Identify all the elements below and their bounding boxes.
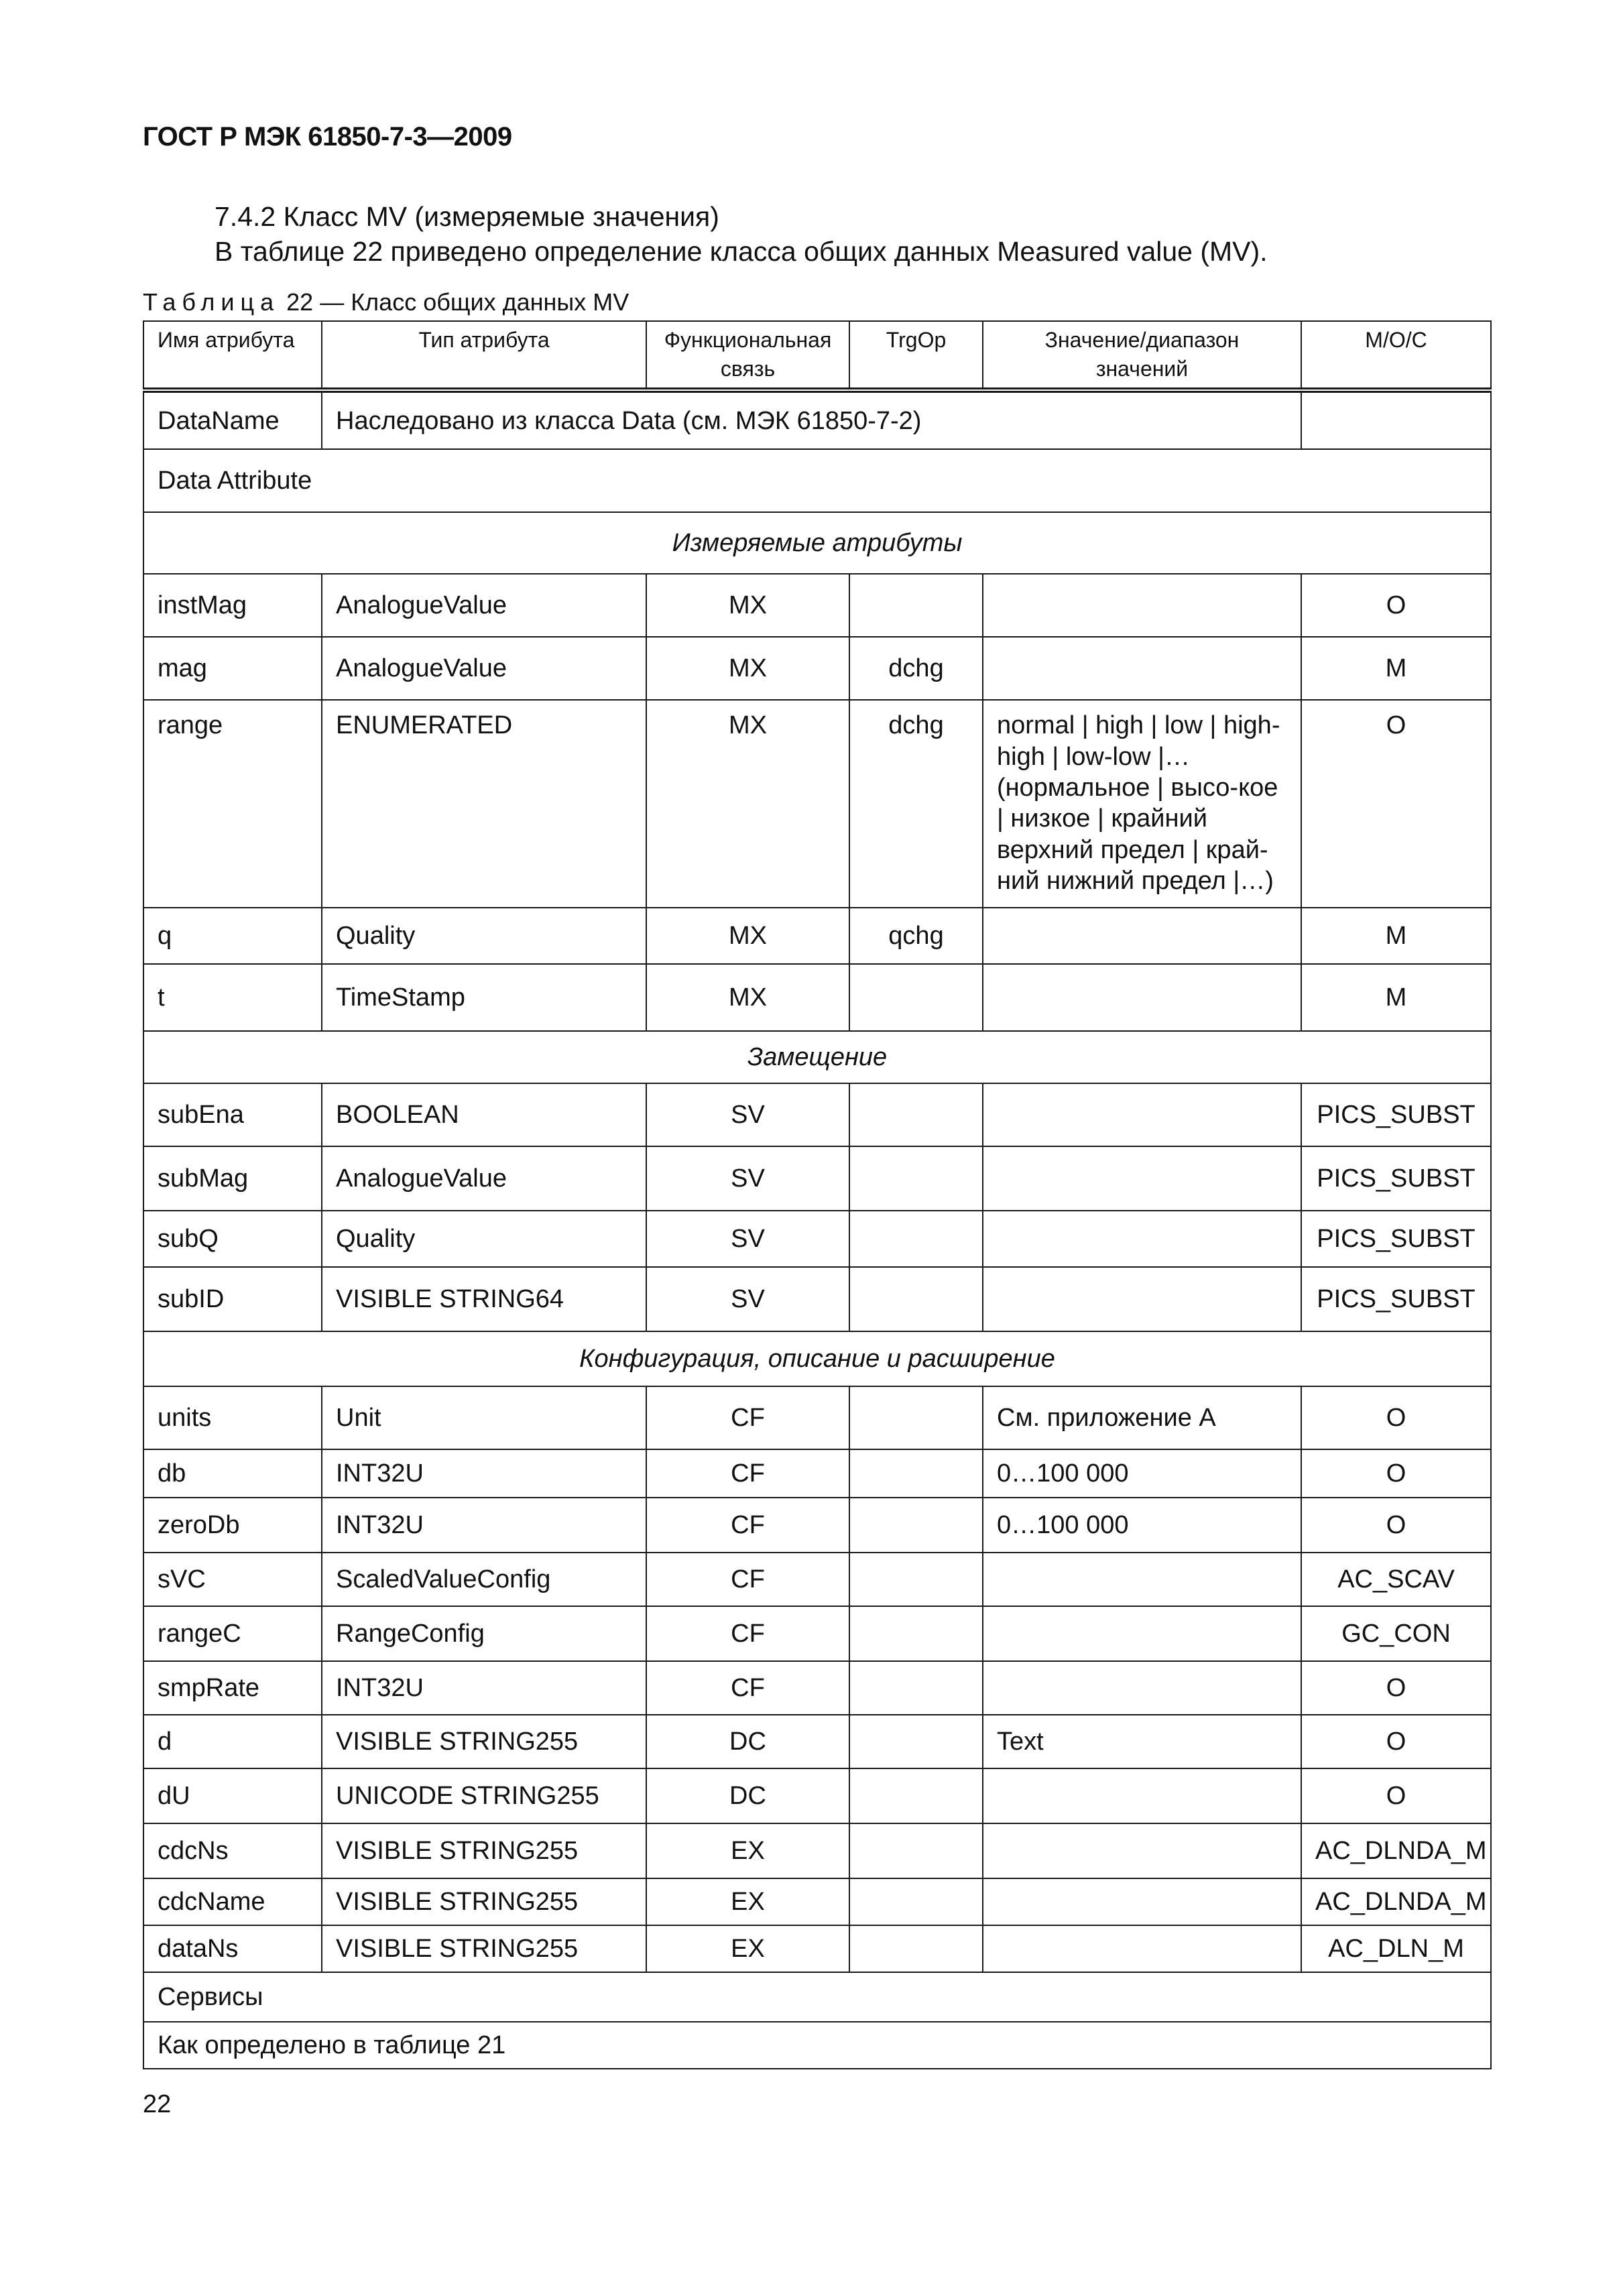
table-row — [143, 1498, 1491, 1553]
column-header: Функциональная связь — [646, 321, 849, 390]
moc-cell: O — [1301, 1661, 1491, 1715]
value-range: normal | high | low | high-high | low-low |… (нормальное | высо-кое | низкое | крайний верхний предел | край-ний нижний предел |…) — [983, 700, 1301, 908]
table-row — [143, 1878, 1491, 1925]
trigger-option — [849, 1878, 983, 1925]
attribute-name: dU — [143, 1768, 322, 1823]
attribute-type: INT32U — [322, 1498, 646, 1553]
attribute-type: VISIBLE STRING255 — [322, 1878, 646, 1925]
trigger-option — [849, 1768, 983, 1823]
attribute-type: Unit — [322, 1386, 646, 1449]
functional-constraint: CF — [646, 1386, 849, 1449]
section-heading: Измеряемые атрибуты — [143, 512, 1491, 574]
table-row — [143, 1661, 1491, 1715]
trigger-option: qchg — [849, 908, 983, 964]
column-header: М/О/С — [1301, 321, 1491, 390]
functional-constraint: EX — [646, 1925, 849, 1972]
value-range — [983, 908, 1301, 964]
services-label: Сервисы — [143, 1972, 1491, 2022]
value-range — [983, 964, 1301, 1031]
attribute-type: Наследовано из класса Data (см. МЭК 61850-7-2) — [322, 390, 1301, 449]
table-row — [143, 637, 1491, 700]
attribute-type: VISIBLE STRING255 — [322, 1925, 646, 1972]
functional-constraint: SV — [646, 1211, 849, 1267]
table-row — [143, 1606, 1491, 1661]
functional-constraint: MX — [646, 964, 849, 1031]
attribute-name: subEna — [143, 1083, 322, 1146]
functional-constraint: CF — [646, 1449, 849, 1498]
functional-constraint: SV — [646, 1267, 849, 1331]
value-range — [983, 637, 1301, 700]
attribute-type: Quality — [322, 1211, 646, 1267]
moc-cell: O — [1301, 1715, 1491, 1768]
dataname-row — [143, 390, 1491, 449]
column-header: Имя атрибута — [143, 321, 322, 390]
trigger-option — [849, 1449, 983, 1498]
table-row — [143, 1146, 1491, 1211]
value-range — [983, 1823, 1301, 1878]
functional-constraint: MX — [646, 637, 849, 700]
moc-cell: O — [1301, 1498, 1491, 1553]
trigger-option — [849, 1823, 983, 1878]
section-heading: Конфигурация, описание и расширение — [143, 1331, 1491, 1386]
table-caption-rest: 22 — Класс общих данных MV — [280, 288, 629, 316]
trigger-option: dchg — [849, 637, 983, 700]
table-caption-prefix: Таблица — [143, 288, 280, 316]
attribute-name: q — [143, 908, 322, 964]
moc-cell: PICS_SUBST — [1301, 1211, 1491, 1267]
attribute-name: cdcNs — [143, 1823, 322, 1878]
document-header: ГОСТ Р МЭК 61850-7-3—2009 — [143, 122, 512, 152]
moc-cell: AC_DLNDA_M — [1301, 1878, 1491, 1925]
table-row — [143, 1083, 1491, 1146]
mv-attribute-table — [143, 320, 1492, 2069]
trigger-option — [849, 1267, 983, 1331]
value-range: 0…100 000 — [983, 1498, 1301, 1553]
attribute-type: AnalogueValue — [322, 574, 646, 637]
table-row — [143, 1267, 1491, 1331]
functional-constraint: MX — [646, 574, 849, 637]
moc-cell: GC_CON — [1301, 1606, 1491, 1661]
trigger-option — [849, 574, 983, 637]
attribute-name: subQ — [143, 1211, 322, 1267]
table-row — [143, 1553, 1491, 1606]
section-row — [143, 512, 1491, 574]
attribute-name: subID — [143, 1267, 322, 1331]
table-row — [143, 1925, 1491, 1972]
section-row — [143, 1331, 1491, 1386]
trigger-option: dchg — [849, 700, 983, 908]
table-row — [143, 1386, 1491, 1449]
functional-constraint: SV — [646, 1146, 849, 1211]
value-range — [983, 1211, 1301, 1267]
value-range: См. приложение А — [983, 1386, 1301, 1449]
column-header: TrgOp — [849, 321, 983, 390]
value-range: Text — [983, 1715, 1301, 1768]
attribute-name: zeroDb — [143, 1498, 322, 1553]
trigger-option — [849, 964, 983, 1031]
attribute-name: sVC — [143, 1553, 322, 1606]
attribute-type: ScaledValueConfig — [322, 1553, 646, 1606]
trigger-option — [849, 1925, 983, 1972]
attribute-type: VISIBLE STRING255 — [322, 1715, 646, 1768]
moc-cell: O — [1301, 700, 1491, 908]
attribute-type: RangeConfig — [322, 1606, 646, 1661]
data-attribute-label: Data Attribute — [143, 449, 1491, 512]
attribute-type: VISIBLE STRING255 — [322, 1823, 646, 1878]
value-range — [983, 1553, 1301, 1606]
attribute-name: mag — [143, 637, 322, 700]
moc-cell: O — [1301, 1449, 1491, 1498]
table-caption — [143, 288, 629, 316]
functional-constraint: CF — [646, 1553, 849, 1606]
moc-cell: AC_SCAV — [1301, 1553, 1491, 1606]
functional-constraint: CF — [646, 1661, 849, 1715]
functional-constraint: SV — [646, 1083, 849, 1146]
value-range — [983, 1606, 1301, 1661]
attribute-type: AnalogueValue — [322, 1146, 646, 1211]
functional-constraint: CF — [646, 1606, 849, 1661]
attribute-name: db — [143, 1449, 322, 1498]
services-row — [143, 1972, 1491, 2022]
attribute-name: smpRate — [143, 1661, 322, 1715]
attribute-name: subMag — [143, 1146, 322, 1211]
attribute-type: INT32U — [322, 1449, 646, 1498]
trigger-option — [849, 1146, 983, 1211]
functional-constraint: CF — [646, 1498, 849, 1553]
trigger-option — [849, 1498, 983, 1553]
moc-cell: PICS_SUBST — [1301, 1083, 1491, 1146]
page-number: 22 — [143, 2090, 172, 2118]
table-row — [143, 1823, 1491, 1878]
attribute-type: BOOLEAN — [322, 1083, 646, 1146]
trigger-option — [849, 1083, 983, 1146]
value-range — [983, 1083, 1301, 1146]
value-range — [983, 1925, 1301, 1972]
trigger-option — [849, 1386, 983, 1449]
section-intro: В таблице 22 приведено определение класса общих данных Measured value (MV). — [215, 236, 1268, 267]
table-row — [143, 1768, 1491, 1823]
attribute-name: DataName — [143, 390, 322, 449]
trigger-option — [849, 1553, 983, 1606]
moc-cell: O — [1301, 1386, 1491, 1449]
functional-constraint: EX — [646, 1823, 849, 1878]
table-row — [143, 908, 1491, 964]
value-range — [983, 1768, 1301, 1823]
table-row — [143, 700, 1491, 908]
attribute-name: d — [143, 1715, 322, 1768]
attribute-name: rangeC — [143, 1606, 322, 1661]
moc-cell: M — [1301, 908, 1491, 964]
functional-constraint: DC — [646, 1768, 849, 1823]
data-attribute-row — [143, 449, 1491, 512]
attribute-name: units — [143, 1386, 322, 1449]
moc-cell: AC_DLN_M — [1301, 1925, 1491, 1972]
functional-constraint: DC — [646, 1715, 849, 1768]
services-row — [143, 2022, 1491, 2069]
moc-cell: O — [1301, 574, 1491, 637]
moc-cell: AC_DLNDA_M — [1301, 1823, 1491, 1878]
table-row — [143, 964, 1491, 1031]
column-header: Тип атрибута — [322, 321, 646, 390]
table-row — [143, 1211, 1491, 1267]
section-heading: Замещение — [143, 1031, 1491, 1083]
functional-constraint: MX — [646, 700, 849, 908]
attribute-name: t — [143, 964, 322, 1031]
trigger-option — [849, 1715, 983, 1768]
attribute-type: ENUMERATED — [322, 700, 646, 908]
table-row — [143, 574, 1491, 637]
attribute-name: range — [143, 700, 322, 908]
trigger-option — [849, 1211, 983, 1267]
value-range — [983, 1661, 1301, 1715]
functional-constraint: EX — [646, 1878, 849, 1925]
moc-cell — [1301, 390, 1491, 449]
functional-constraint: MX — [646, 908, 849, 964]
value-range — [983, 1146, 1301, 1211]
value-range — [983, 1878, 1301, 1925]
section-title: 7.4.2 Класс MV (измеряемые значения) — [215, 201, 719, 232]
attribute-type: VISIBLE STRING64 — [322, 1267, 646, 1331]
moc-cell: M — [1301, 964, 1491, 1031]
trigger-option — [849, 1661, 983, 1715]
moc-cell: M — [1301, 637, 1491, 700]
attribute-name: dataNs — [143, 1925, 322, 1972]
value-range — [983, 574, 1301, 637]
attribute-type: AnalogueValue — [322, 637, 646, 700]
attribute-name: cdcName — [143, 1878, 322, 1925]
moc-cell: O — [1301, 1768, 1491, 1823]
attribute-name: instMag — [143, 574, 322, 637]
attribute-type: Quality — [322, 908, 646, 964]
table-row — [143, 1449, 1491, 1498]
attribute-type: TimeStamp — [322, 964, 646, 1031]
table-row — [143, 1715, 1491, 1768]
moc-cell: PICS_SUBST — [1301, 1267, 1491, 1331]
value-range — [983, 1267, 1301, 1331]
services-text: Как определено в таблице 21 — [143, 2022, 1491, 2069]
attribute-type: UNICODE STRING255 — [322, 1768, 646, 1823]
table-header-row — [143, 321, 1491, 390]
trigger-option — [849, 1606, 983, 1661]
attribute-type: INT32U — [322, 1661, 646, 1715]
column-header: Значение/диапазон значений — [983, 321, 1301, 390]
moc-cell: PICS_SUBST — [1301, 1146, 1491, 1211]
section-row — [143, 1031, 1491, 1083]
value-range: 0…100 000 — [983, 1449, 1301, 1498]
